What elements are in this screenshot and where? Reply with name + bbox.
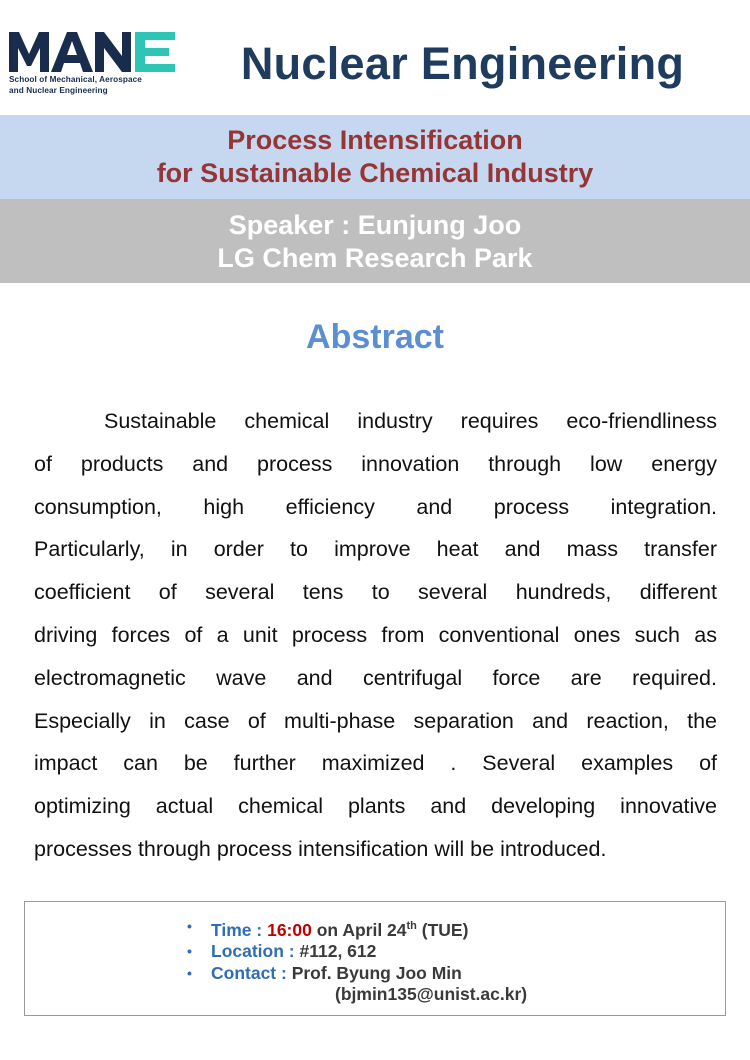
talk-title-line2: for Sustainable Chemical Industry <box>156 158 594 188</box>
contact-email[interactable]: (bjmin135@unist.ac.kr) <box>335 984 528 1005</box>
contact-item <box>187 963 527 985</box>
date-ordinal: th <box>406 920 417 932</box>
abstract-line: Particularly, in order to improve heat and mass transfer <box>34 537 717 562</box>
bullet-icon: • <box>187 964 192 981</box>
logo-tagline-line2: and Nuclear Engineering <box>9 86 108 95</box>
logo-tagline-line1: School of Mechanical, Aerospace <box>9 75 142 84</box>
event-info-box <box>24 901 726 1016</box>
talk-title-band <box>0 115 750 199</box>
abstract-line: electromagnetic wave and centrifugal force are required. <box>34 665 717 690</box>
header <box>0 0 750 115</box>
abstract-line: of products and process innovation through low energy <box>34 451 717 476</box>
abstract-line: processes through process intensification will be introduced. <box>34 836 607 861</box>
date-text: on April 24 <box>311 919 407 940</box>
bullet-icon: • <box>187 943 192 960</box>
department-title: Nuclear Engineering <box>240 38 685 89</box>
talk-title-line1: Process Intensification <box>227 125 523 155</box>
event-info-list <box>187 916 527 1006</box>
abstract-body <box>34 400 717 871</box>
weekday-text: (TUE) <box>416 919 469 940</box>
time-value: 16:00 <box>267 919 312 940</box>
location-item <box>187 941 527 963</box>
abstract-line: Sustainable chemical industry requires eco-friendliness <box>104 409 717 433</box>
bullet-icon: • <box>187 918 192 934</box>
abstract-line: optimizing actual chemical plants and developing innovative <box>34 794 717 819</box>
abstract-line: driving forces of a unit process from conventional ones such as <box>34 622 717 647</box>
location-value: #112, 612 <box>299 941 377 962</box>
mane-wordmark-logo <box>9 28 181 72</box>
contact-label: Contact : <box>211 962 287 983</box>
abstract-heading: Abstract <box>306 318 444 356</box>
abstract-line: coefficient of several tens to several hundreds, different <box>34 580 717 605</box>
abstract-line: impact can be further maximized . Several examples of <box>34 751 717 776</box>
time-item <box>187 916 527 941</box>
location-label: Location : <box>211 941 295 962</box>
time-label: Time : <box>211 919 263 940</box>
speaker-name: Speaker : Eunjung Joo <box>228 210 522 240</box>
abstract-line: consumption, high efficiency and process integration. <box>34 494 717 519</box>
speaker-affiliation: LG Chem Research Park <box>217 243 533 273</box>
mane-logo <box>9 28 181 100</box>
speaker-band <box>0 199 750 283</box>
contact-name: Prof. Byung Joo Min <box>291 962 462 983</box>
abstract-line: Especially in case of multi-phase separation and reaction, the <box>34 708 717 733</box>
